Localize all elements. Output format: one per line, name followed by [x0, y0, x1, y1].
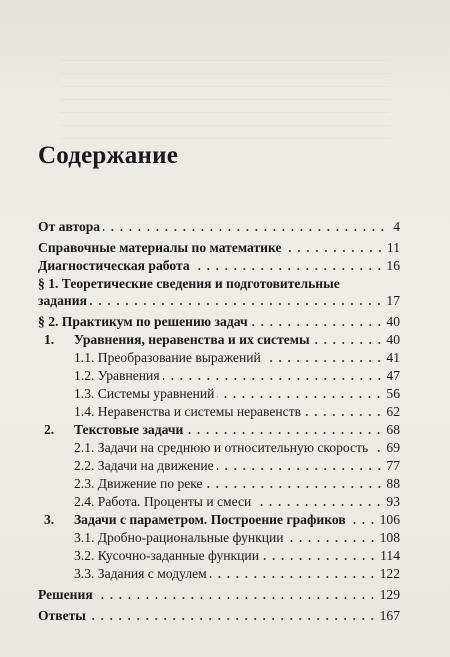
toc-entry[interactable] [74, 547, 400, 564]
toc-entry-label: Задачи с параметром. Построение графиков [74, 512, 346, 527]
toc-leader-dots [210, 575, 377, 579]
toc-leader-dots [96, 596, 377, 600]
toc-entry[interactable] [38, 239, 400, 256]
toc-entry[interactable] [74, 385, 400, 402]
toc-leader-dots [206, 485, 384, 489]
toc-entry-label: Текстовые задачи [74, 422, 184, 437]
toc-entry[interactable] [74, 475, 400, 492]
toc-section-number: 3. [44, 512, 55, 527]
toc-page-number: 122 [379, 566, 400, 581]
toc-entry[interactable] [74, 349, 400, 366]
toc-page-number: 47 [386, 368, 400, 383]
toc-leader-dots [163, 377, 384, 381]
toc-page-number: 114 [380, 548, 400, 563]
toc-page-number: 4 [393, 219, 400, 234]
toc-entry[interactable] [38, 586, 400, 603]
toc-entry[interactable] [74, 493, 400, 510]
toc-entry[interactable] [44, 511, 400, 528]
toc-entry[interactable] [74, 403, 400, 420]
toc-entry-label: 1.2. Уравнения [74, 368, 160, 383]
toc-page-number: 77 [386, 458, 400, 473]
toc-entry[interactable] [38, 218, 400, 235]
toc-page-number: 41 [386, 350, 400, 365]
toc-leader-dots [103, 228, 387, 232]
toc-entry-label: Диагностическая работа [38, 258, 190, 273]
page-title: Содержание [38, 142, 179, 169]
toc-entry[interactable] [74, 529, 400, 546]
toc-page-number: 129 [379, 587, 400, 602]
toc-entry[interactable] [38, 313, 400, 330]
toc-entry-label: задания [38, 293, 87, 308]
toc-entry-label: 1.1. Преобразование выражений [74, 350, 261, 365]
toc-entry-label: 1.4. Неравенства и системы неравенств [74, 404, 302, 419]
toc-entry[interactable] [44, 421, 400, 438]
toc-page-number: 40 [386, 332, 400, 347]
toc-entry[interactable] [38, 607, 400, 624]
toc-page-number: 93 [386, 494, 400, 509]
toc-section-number: 2. [44, 422, 55, 437]
toc-leader-dots [254, 503, 383, 507]
toc-entry-label: Уравнения, неравенства и их системы [74, 332, 310, 347]
toc-leader-dots [217, 467, 384, 471]
toc-leader-dots [313, 341, 384, 345]
toc-leader-dots [89, 617, 377, 621]
toc-entry-label: 3.3. Задания с модулем [74, 566, 207, 581]
toc-entry-label: Ответы [38, 608, 86, 623]
toc-entry-label-line1[interactable]: § 1. Теоретические сведения и подготовительные [38, 276, 340, 291]
toc-entry-label: Решения [38, 587, 93, 602]
toc-page-number: 11 [386, 240, 400, 255]
toc-entry-label: 3.2. Кусочно-заданные функции [74, 548, 259, 563]
toc-page-number: 88 [386, 476, 400, 491]
toc-section-number: 1. [44, 332, 55, 347]
toc-entry[interactable] [38, 257, 400, 274]
toc-leader-dots [371, 449, 383, 453]
toc-page-number: 108 [379, 530, 400, 545]
toc-leader-dots [287, 539, 377, 543]
toc-leader-dots [262, 557, 377, 561]
toc-page-number: 69 [386, 440, 400, 455]
toc-page-number: 56 [386, 386, 400, 401]
toc-entry[interactable] [38, 292, 400, 309]
toc-leader-dots [285, 249, 384, 253]
toc-entry[interactable] [74, 565, 400, 582]
toc-entry-label: Справочные материалы по математике [38, 240, 282, 255]
toc-page-number: 40 [386, 314, 400, 329]
toc-leader-dots [264, 359, 384, 363]
toc-entry[interactable] [74, 457, 400, 474]
toc-entry-label: 2.3. Движение по реке [74, 476, 203, 491]
toc-leader-dots [186, 431, 383, 435]
toc-entry-label: 2.1. Задачи на среднюю и относительную скорость [74, 440, 369, 455]
toc-entry[interactable] [44, 331, 400, 348]
toc-entry-label: 3.1. Дробно-рациональные функции [74, 530, 284, 545]
toc-leader-dots [90, 302, 383, 306]
toc-entry-label: 1.3. Системы уравнений [74, 386, 215, 401]
toc-page-number: 167 [379, 608, 400, 623]
toc-page-number: 106 [379, 512, 400, 527]
toc-page-number: 17 [386, 293, 400, 308]
toc-page-number: 62 [386, 404, 400, 419]
toc-page-number: 16 [386, 258, 400, 273]
toc-page-number: 68 [386, 422, 400, 437]
toc-entry-label: 2.4. Работа. Проценты и смеси [74, 494, 252, 509]
toc-entry-label: 2.2. Задачи на движение [74, 458, 214, 473]
toc-entry-label: § 2. Практикум по решению задач [38, 314, 248, 329]
toc-entry[interactable] [74, 439, 400, 456]
toc-entry[interactable] [74, 367, 400, 384]
toc-leader-dots [193, 267, 384, 271]
toc-leader-dots [349, 521, 377, 525]
toc-leader-dots [304, 413, 383, 417]
toc-entry-label: От автора [38, 219, 101, 234]
toc-leader-dots [251, 323, 384, 327]
toc-leader-dots [217, 395, 383, 399]
